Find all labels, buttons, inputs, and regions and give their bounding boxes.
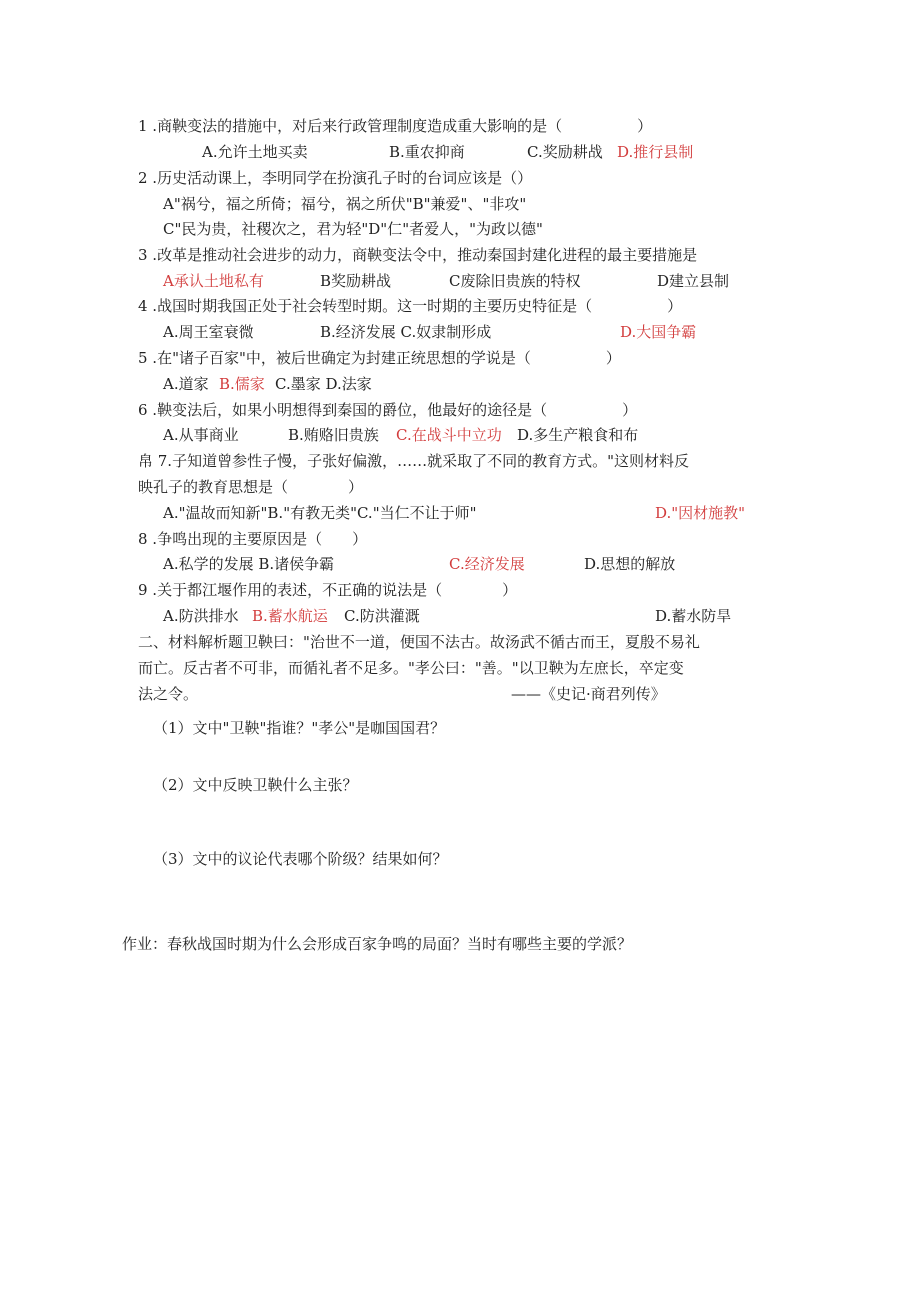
question-7-stem-line-2: 映孔子的教育思想是（ ） — [138, 478, 364, 496]
question-6-stem: 6 .鞅变法后，如果小明想得到秦国的爵位，他最好的途径是（ ） — [138, 401, 638, 419]
q8-option-d: D.思想的解放 — [584, 555, 676, 573]
homework: 作业：春秋战国时期为什么会形成百家争鸣的局面？当时有哪些主要的学派？ — [122, 935, 633, 953]
q9-option-d: D.蓄水防旱 — [655, 607, 732, 625]
q3-option-c: C废除旧贵族的特权 — [449, 272, 581, 290]
question-4-stem: 4 .战国时期我国正处于社会转型时期。这一时期的主要历史特征是（ ） — [138, 297, 683, 315]
question-2-stem: 2 .历史活动课上，李明同学在扮演孔子时的台词应该是（） — [138, 169, 533, 187]
q3-option-a-answer: A承认土地私有 — [163, 272, 264, 290]
q5-option-c-d: C.墨家 D.法家 — [275, 375, 372, 393]
q8-option-c-answer: C.经济发展 — [449, 555, 525, 573]
q9-option-a: A.防洪排水 — [163, 607, 239, 625]
q1-option-b: B.重农抑商 — [389, 143, 465, 161]
q9-option-b-answer: B.蓄水航运 — [252, 607, 328, 625]
sub-question-1: （1）文中"卫鞅"指谁？"孝公"是咖国国君？ — [153, 719, 446, 737]
sub-question-2: （2）文中反映卫鞅什么主张？ — [153, 776, 358, 794]
q5-option-b-answer: B.儒家 — [219, 375, 265, 393]
q6-option-a: A.从事商业 — [163, 426, 239, 444]
material-line-3: 法之令。 — [138, 685, 199, 703]
question-8-stem: 8 .争鸣出现的主要原因是（ ） — [138, 530, 368, 548]
q1-option-d-answer: D.推行县制 — [617, 143, 694, 161]
material-line-2: 而亡。反古者不可非，而循礼者不足多。"孝公曰："善。"以卫鞅为左庶长，卒定变 — [138, 659, 684, 677]
q3-option-d: D建立县制 — [657, 272, 730, 290]
q7-options-abc: A."温故而知新"B."有教无类"C."当仁不让于师" — [163, 504, 477, 522]
question-5-stem: 5 .在"诸子百家"中，被后世确定为封建正统思想的学说是（ ） — [138, 349, 621, 367]
q1-option-a: A.允许土地买卖 — [202, 143, 308, 161]
q7-option-d-answer: D."因材施教" — [655, 504, 746, 522]
q2-options-line-1: A"祸兮，福之所倚；福兮，祸之所伏"B"兼爱"、"非攻" — [163, 195, 527, 213]
q1-option-c: C.奖励耕战 — [527, 143, 603, 161]
q4-option-b-c: B.经济发展 C.奴隶制形成 — [320, 323, 492, 341]
sub-question-3: （3）文中的议论代表哪个阶级？结果如何？ — [153, 850, 448, 868]
q3-option-b: B奖励耕战 — [320, 272, 392, 290]
q9-option-c: C.防洪灌溉 — [344, 607, 420, 625]
q2-options-line-2: C"民为贵，社稷次之，君为轻"D"仁"者爱人，"为政以德" — [163, 220, 543, 238]
question-9-stem: 9 .关于都江堰作用的表述，不正确的说法是（ ） — [138, 581, 518, 599]
question-3-stem: 3 .改革是推动社会进步的动力，商鞅变法令中，推动秦国封建化进程的最主要措施是 — [138, 246, 698, 264]
q4-option-a: A.周王室衰微 — [163, 323, 254, 341]
q6-option-d: D.多生产粮食和布 — [517, 426, 639, 444]
q5-option-a: A.道家 — [163, 375, 209, 393]
q6-option-c-answer: C.在战斗中立功 — [396, 426, 502, 444]
q4-option-d-answer: D.大国争霸 — [620, 323, 697, 341]
q6-option-b: B.贿赂旧贵族 — [288, 426, 379, 444]
question-7-stem-line-1: 帛 7.子知道曾参性子慢，子张好偏激，……就采取了不同的教育方式。"这则材料反 — [138, 452, 689, 470]
question-1-stem: 1 .商鞅变法的措施中，对后来行政管理制度造成重大影响的是（ ） — [138, 117, 653, 135]
material-line-1: 二、材料解析题卫鞅曰："治世不一道，便国不法古。故汤武不循古而王，夏殷不易礼 — [138, 633, 700, 651]
q8-option-a-b: A.私学的发展 B.诸侯争霸 — [163, 555, 335, 573]
material-source: ——《史记·商君列传》 — [511, 685, 666, 703]
